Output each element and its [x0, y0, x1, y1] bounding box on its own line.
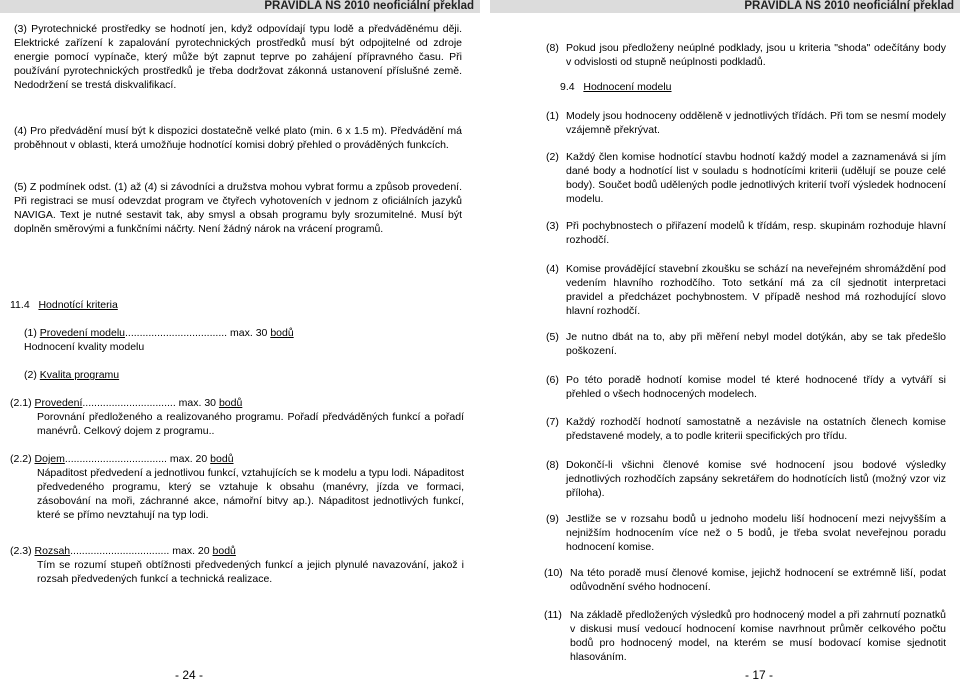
page-number: - 17 -: [745, 668, 774, 682]
item-text: Je nutno dbát na to, aby při měření nebyl model dotýkán, aby se tak předešlo poškození.: [566, 331, 946, 357]
section-heading-11-4: [10, 298, 118, 312]
evaluation-item: [546, 330, 946, 358]
criterion-number: (2.2): [10, 453, 32, 465]
evaluation-item: [546, 109, 946, 137]
item-number: (7): [546, 416, 559, 428]
item-text: Komise provádějící stavební zkoušku se schází na neveřejném shromáždění pod vedením hlavního rozhodčího. Toto setkání má za cíl sjednotit interpretaci pravidel a předcházet pochybnostem. V případě neshod má rozhodující slovo hlavní rozhodčí.: [566, 263, 946, 317]
item-text: Po této poradě hodnotí komise model té které hodnocené třídy a vytváří si přehled o všech hodnocených modelech.: [566, 374, 946, 400]
criterion-label: Provedení modelu: [39, 327, 125, 339]
item-number: (4): [546, 263, 559, 275]
criterion-unit: bodů: [210, 453, 234, 465]
item-text: Na této poradě musí členové komise, jejichž hodnocení se extrémně liší, podat odůvodnění svého hodnocení.: [570, 567, 946, 593]
criterion-number: (1): [24, 327, 37, 339]
item-number: (11): [544, 609, 562, 621]
item-text: Každý rozhodčí hodnotí samostatně a nezávisle na ostatních členech komise představené modely, a to podle kriterii specifických pro třídu.: [566, 416, 946, 442]
evaluation-item: [546, 150, 946, 206]
item-number: (1): [546, 110, 559, 122]
section-number: 9.4: [560, 81, 575, 93]
section-heading-9-4: [560, 80, 672, 94]
item-text: Při pochybnostech o přiřazení modelů k třídám, resp. skupinám rozhoduje hlavní rozhodčí.: [566, 220, 946, 246]
criterion-number: (2.3): [10, 545, 32, 557]
criterion-2-2: [10, 452, 464, 522]
item-number: (10): [544, 567, 563, 579]
criterion-score: max. 30: [178, 397, 217, 409]
criterion-1: [24, 326, 464, 354]
section-title: Hodnocení modelu: [583, 81, 672, 93]
criterion-number: (2): [24, 369, 37, 381]
item-number: (2): [546, 151, 559, 163]
item-number: (3): [546, 220, 559, 232]
item-text: Jestliže se v rozsahu bodů u jednoho modelu liší hodnocení mezi nejvyšším a nejnižším hodnocením více než o 5 bodů, je třeba svolat neveřejnou poradu hodnocení komise.: [566, 513, 946, 553]
criterion-description: Porovnání předloženého a realizovaného programu. Pořadí předváděných funkcí a pořadí manévrů. Celkový dojem z programu..: [37, 411, 464, 437]
criterion-score: max. 20: [169, 453, 208, 465]
paragraph-text: Pokud jsou předloženy neúplné podklady, jsou u kriteria "shoda" odečítány body v odvislosti od stupně neúplnosti podkladů.: [566, 42, 946, 68]
running-header: PRAVIDLA NS 2010 neoficiální překlad: [490, 0, 960, 13]
criterion-label: Provedení: [34, 397, 83, 409]
item-text: Dokončí-li všichni členové komise své hodnocení jsou bodové výsledky jednotlivých rozhodčích zapsány sekretářem do hodnotících listů (možný vzor viz příloha).: [566, 459, 946, 499]
evaluation-item: [546, 512, 946, 554]
section-number: 11.4: [10, 299, 30, 311]
item-text: Každý člen komise hodnotící stavbu hodnotí každý model a zaznamenává si jím dané body a hodnotící list v souladu s hodnotícími kriterii (udělují se pouze celé body). Součet bodů udělených podle jednotlivých kriterií tvoří výsledek hodnocení modelu.: [566, 151, 946, 205]
criterion-score: max. 20: [172, 545, 210, 557]
criterion-label: Dojem: [34, 453, 65, 465]
criterion-2-3: [10, 544, 464, 586]
dot-leader: ...................................: [64, 453, 167, 465]
evaluation-item: [546, 458, 946, 500]
item-text: Modely jsou hodnoceny odděleně v jednotlivých třídách. Při tom se nesmí modely vzájemně překrývat.: [566, 110, 946, 136]
criterion-unit: bodů: [270, 327, 294, 339]
criterion-score: max. 30: [230, 327, 268, 339]
dot-leader: ................................: [82, 397, 176, 409]
criterion-label: Rozsah: [34, 545, 71, 557]
criterion-unit: bodů: [218, 397, 243, 409]
section-title: Hodnotící kriteria: [38, 299, 118, 311]
paragraph-4: (4) Pro předvádění musí být k dispozici dostatečně velké plato (min. 6 x 1.5 m). Předvádění má proběhnout v oblasti, která umožňuje hodnotící komisi dobrý přehled o prováděných funkcích.: [14, 125, 462, 151]
evaluation-item: [546, 219, 946, 247]
criterion-description: Tím se rozumí stupeň obtížnosti předvedených funkcí a jejich plynulé navazování, jakož i rozsah předvedených funkcí a technická realizace.: [37, 559, 464, 585]
criterion-description: Nápaditost předvedení a jednotlivou funkcí, vztahujících se k modelu a typu lodi. Nápaditost předvedeného programu, který se vztahuje k obsahu (manévry, jízda ve formaci, zásobování na moři, záchranné akce, námořní bitvy ap.). Nápaditost jednotlivých funkcí, které se přímo nevztahují na typ lodi.: [37, 467, 464, 521]
evaluation-item: [546, 262, 946, 318]
evaluation-item: [544, 566, 946, 594]
running-header: PRAVIDLA NS 2010 neoficiální překlad: [0, 0, 480, 13]
page-number: - 24 -: [175, 668, 204, 682]
evaluation-item: [546, 415, 946, 443]
evaluation-item: [546, 373, 946, 401]
dot-leader: ...................................: [125, 327, 228, 339]
item-number: (5): [546, 331, 559, 343]
paragraph-number: (8): [546, 42, 559, 54]
criterion-2-1: [10, 396, 464, 438]
dot-leader: ..................................: [70, 545, 170, 557]
paragraph-5: (5) Z podmínek odst. (1) až (4) si závodníci a družstva mohou vybrat formu a způsob provedení. Při registraci se musí odevzdat program ve čtyřech vyhotoveních v jednom z oficiálních jazyků NAVIGA. Text je nutné sestavit tak, aby smysl a obsah programu byly srozumitelné. Musí být doplněn směrovými a funkčními náčrty. Není žádný nárok na vrácení programů.: [14, 181, 462, 235]
item-text: Na základě předložených výsledků pro hodnocený model a při zahrnutí poznatků v diskusi musí vedoucí hodnocení komise navrhnout průměr celkového počtu bodů pro hodnocený model, na kterém se musí bodovací komise sjednotit hlasováním.: [570, 609, 946, 663]
paragraph-3: (3) Pyrotechnické prostředky se hodnotí jen, když odpovídají typu lodě a předváděnému ději. Elektrické zařízení k zapalování pyrotechnických prostředků musí být odpojitelné od zdroje energie pomocí vypínače, který může být zapnut teprve po zahájení přípravného času. Při používání pyrotechnických prostředků je třeba dodržovat zákonná ustanovení příslušné země. Nedodržení se trestá diskvalifikací.: [14, 23, 462, 91]
item-number: (6): [546, 374, 559, 386]
right-page: [480, 0, 960, 682]
item-number: (8): [546, 459, 559, 471]
evaluation-item: [544, 608, 946, 664]
paragraph-8: [546, 41, 946, 69]
criterion-unit: bodů: [212, 545, 236, 557]
criterion-number: (2.1): [10, 397, 32, 409]
item-number: (9): [546, 513, 559, 525]
criterion-label: Kvalita programu: [39, 369, 120, 381]
criterion-2: [24, 368, 119, 382]
criterion-description: Hodnocení kvality modelu: [24, 341, 145, 353]
